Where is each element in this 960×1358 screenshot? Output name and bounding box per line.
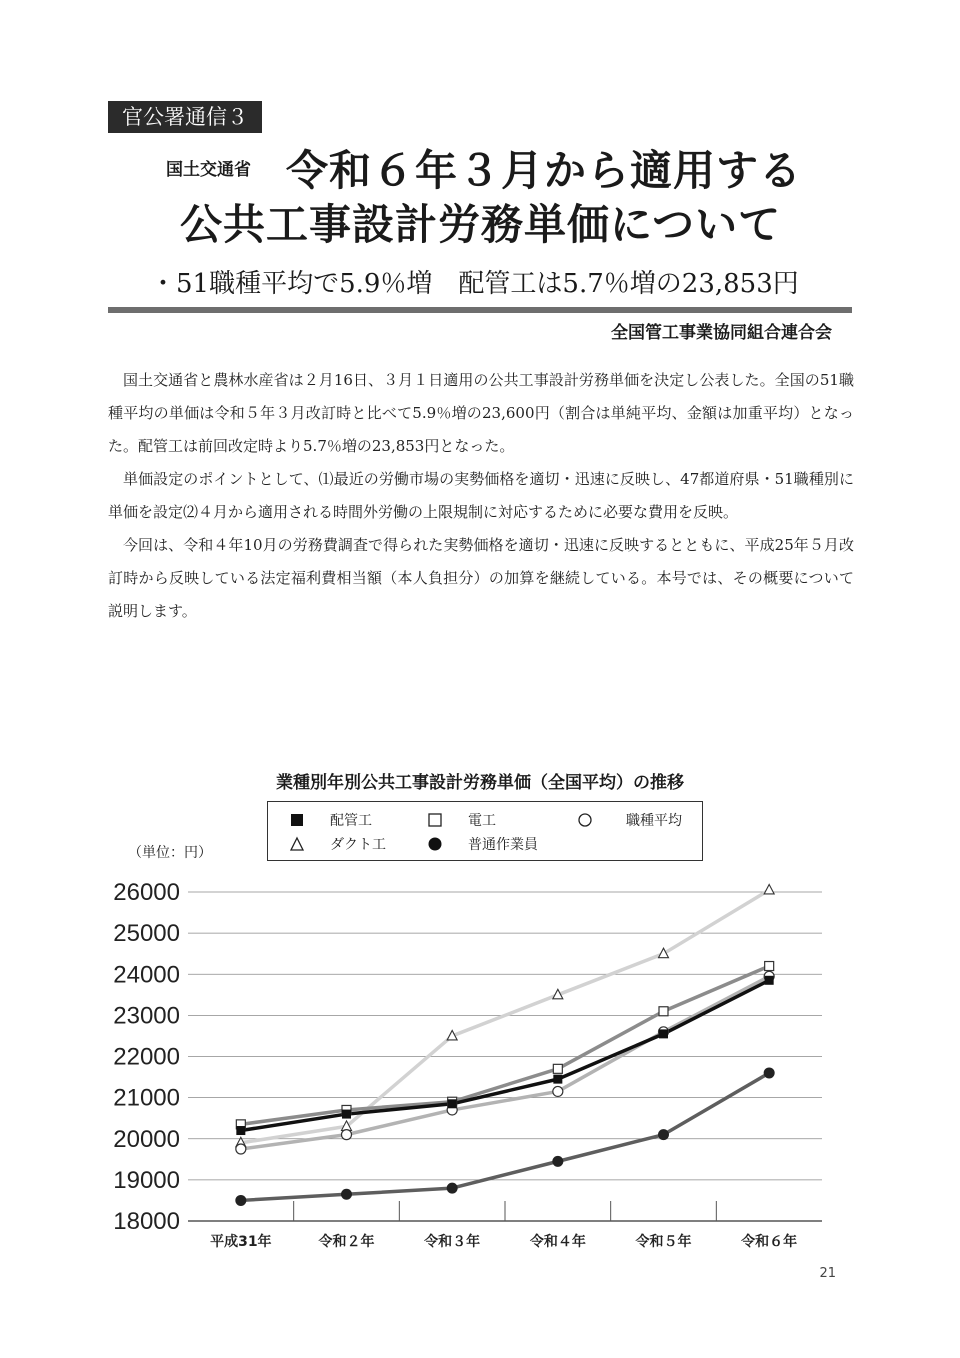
- legend-label: 普通作業員: [468, 837, 538, 853]
- article-body: [108, 364, 854, 628]
- y-tick-label: 24000: [113, 961, 180, 989]
- subtitle: ・51職種平均で5.9％増 配管工は5.7％増の23,853円: [150, 269, 799, 299]
- data-point-配管工: [342, 1110, 351, 1119]
- data-point-配管工: [659, 1029, 668, 1038]
- legend-item-電工: [420, 810, 496, 830]
- y-tick-label: 23000: [113, 1002, 180, 1030]
- y-tick-label: 19000: [113, 1166, 180, 1194]
- series-line-職種平均: [241, 976, 769, 1149]
- legend-item-普通作業員: [420, 834, 538, 854]
- open-triangle-icon: [282, 836, 312, 852]
- page-number: 21: [819, 1266, 836, 1281]
- legend-label: 電工: [468, 813, 496, 829]
- legend-label: 職種平均: [626, 813, 682, 829]
- legend-item-職種平均: [570, 810, 682, 830]
- x-tick-label: 令和４年: [529, 1234, 586, 1250]
- y-tick-label: 21000: [113, 1084, 180, 1112]
- chart-title: 業種別年別公共工事設計労務単価（全国平均）の推移: [276, 773, 684, 793]
- data-point-職種平均: [342, 1130, 352, 1140]
- data-point-配管工: [765, 976, 774, 985]
- section-tag: 官公署通信３: [108, 101, 262, 133]
- data-point-普通作業員: [658, 1129, 669, 1140]
- data-point-職種平均: [553, 1086, 563, 1096]
- data-point-配管工: [448, 1099, 457, 1108]
- data-point-電工: [765, 962, 774, 971]
- series-line-配管工: [241, 980, 769, 1130]
- y-tick-label: 25000: [113, 920, 180, 948]
- paragraph-2: 単価設定のポイントとして、⑴最近の労働市場の実勢価格を適切・迅速に反映し、47都道府県・51職種別に単価を設定⑵４月から適用される時間外労働の上限規制に対応するために必要な費用を反映。: [108, 470, 854, 521]
- data-point-職種平均: [236, 1144, 246, 1154]
- open-circle-icon: [570, 812, 600, 828]
- unit-label: （単位：円）: [128, 845, 212, 861]
- author: 全国管工事業協同組合連合会: [611, 323, 832, 343]
- x-tick-label: 平成31年: [210, 1234, 272, 1250]
- data-point-配管工: [236, 1126, 245, 1135]
- agency-label: 国土交通省: [166, 160, 251, 180]
- x-tick-label: 令和２年: [318, 1234, 375, 1250]
- legend-item-配管工: [282, 810, 372, 830]
- page-title-line-1: 令和６年３月から適用する: [286, 146, 803, 195]
- y-tick-label: 26000: [113, 879, 180, 906]
- data-point-普通作業員: [447, 1183, 458, 1194]
- title-divider: [108, 307, 852, 313]
- data-point-電工: [659, 1007, 668, 1016]
- open-square-icon: [420, 813, 450, 827]
- data-point-ダクト工: [764, 884, 774, 894]
- y-tick-label: 20000: [113, 1125, 180, 1153]
- data-point-配管工: [553, 1075, 562, 1084]
- legend-label: 配管工: [330, 813, 372, 829]
- data-point-普通作業員: [552, 1156, 563, 1167]
- legend-item-ダクト工: [282, 834, 386, 854]
- x-tick-label: 令和３年: [424, 1234, 481, 1250]
- filled-square-icon: [282, 813, 312, 827]
- filled-circle-icon: [420, 836, 450, 852]
- x-tick-label: 令和６年: [741, 1234, 798, 1250]
- data-point-電工: [553, 1064, 562, 1073]
- data-point-普通作業員: [764, 1067, 775, 1078]
- paragraph-3: 今回は、令和４年10月の労務費調査で得られた実勢価格を適切・迅速に反映するとともに、平成25年５月改訂時から反映している法定福利費相当額（本人負担分）の加算を継続している。本号では、その概要について説明します。: [108, 536, 854, 620]
- x-tick-label: 令和５年: [635, 1234, 692, 1250]
- chart-legend: [267, 801, 703, 861]
- legend-label: ダクト工: [330, 837, 386, 853]
- y-tick-label: 18000: [113, 1208, 180, 1235]
- page-title-line-2: 公共工事設計労務単価について: [180, 200, 782, 249]
- y-tick-label: 22000: [113, 1043, 180, 1071]
- line-chart: [100, 870, 840, 1260]
- paragraph-1: 国土交通省と農林水産省は２月16日、３月１日適用の公共工事設計労務単価を決定し公表した。全国の51職種平均の単価は令和５年３月改訂時と比べて5.9％増の23,600円（割合は単純平均、金額は加重平均）となった。配管工は前回改定時より5.7％増の23,853円となった。: [108, 371, 854, 455]
- data-point-普通作業員: [341, 1189, 352, 1200]
- data-point-普通作業員: [235, 1195, 246, 1206]
